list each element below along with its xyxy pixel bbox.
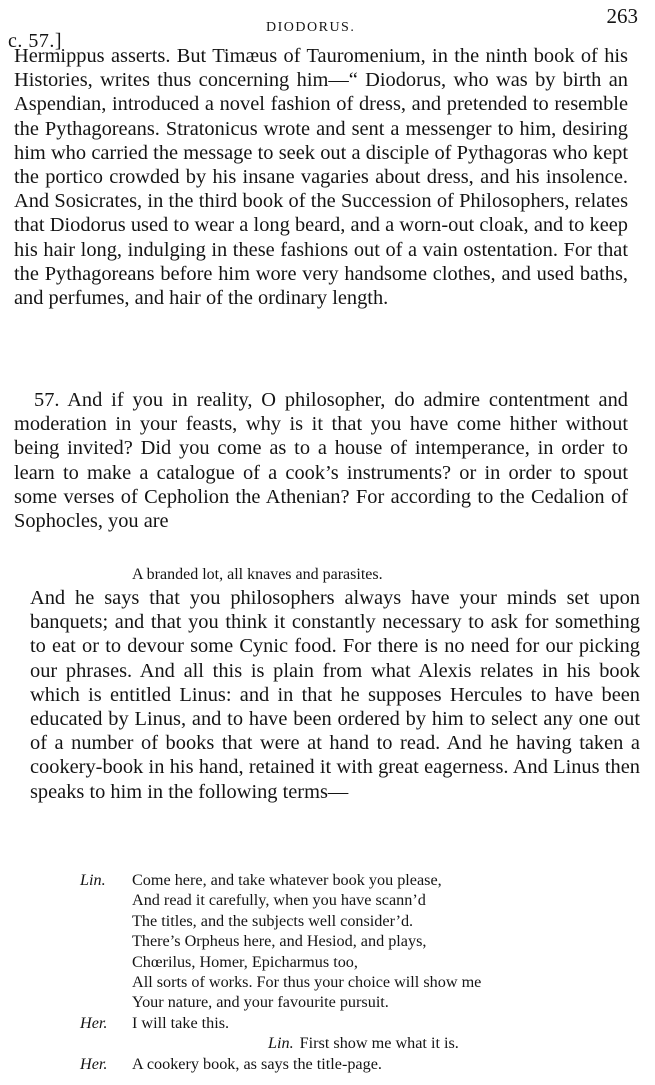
- verse-dialogue: [80, 870, 620, 1074]
- verse-line-7: Your nature, and your favourite pursuit.: [132, 993, 389, 1012]
- verse-line-1: [80, 870, 620, 890]
- verse-line-6: All sorts of works. For thus your choice will show me: [132, 973, 482, 992]
- sophocles-quote: A branded lot, all knaves and parasites.: [132, 566, 383, 583]
- page-header: [8, 4, 638, 52]
- paragraph-57: 57. And if you in reality, O philosopher, do admire contentment and moderation in your feasts, why is it that you have come hither without being invited? Did you come as to a house of intemperance, in order to learn to make a catalogue of a cook’s instruments? or in order to spout some verses of Cepholion the Athenian? For according to the Cedalion of Sophocles, you are: [14, 389, 628, 533]
- paragraph-alexis-linus: And he says that you philosophers always have your minds set upon banquets; and that you think it constantly necessary to ask for something to eat or to devour some Cynic food. For there is no need for our picking our phrases. And all this is plain from what Alexis relates in his book which is entitled Linus: and in that he supposes Hercules to have been educated by Linus, and to have been ordered by him to select any one out of a number of books that were at hand to read. And he having taken a cookery-book in his hand, retained it with great eagerness. And Linus then speaks to him in the following terms—: [30, 587, 640, 803]
- verse-text: A cookery book, as says the title-page.: [132, 1054, 382, 1073]
- verse-line-4: There’s Orpheus here, and Hesiod, and plays,: [132, 932, 427, 951]
- verse-text: First show me what it is.: [299, 1034, 459, 1053]
- chapter-marker: c. 57.]: [8, 30, 63, 52]
- running-title: DIODORUS.: [266, 20, 356, 35]
- verse-line-2: And read it carefully, when you have scann’d: [132, 891, 426, 910]
- speaker-label: Lin.: [80, 871, 106, 889]
- speaker-label: Her.: [80, 1054, 108, 1073]
- verse-line-9: [80, 1033, 620, 1053]
- verse-line-10: [80, 1054, 620, 1074]
- page-number: 263: [606, 4, 638, 28]
- speaker-label: Her.: [80, 1013, 108, 1032]
- verse-line-5: Chœrilus, Homer, Epicharmus too,: [132, 952, 358, 971]
- verse-text: Come here, and take whatever book you please,: [132, 871, 442, 889]
- paragraph-diodorus-dress: Hermippus asserts. But Timæus of Tauromenium, in the ninth book of his Histories, writes thus concerning him—“ Diodorus, who was by birth an Aspendian, introduced a novel fashion of dress, and pretended to resemble the Pythagoreans. Stratonicus wrote and sent a messenger to him, desiring him who carried the message to seek out a disciple of Pythagoras who kept the portico crowded by his insane vagaries about dress, and his insolence. And Sosicrates, in the third book of the Succession of Philosophers, relates that Diodorus used to wear a long beard, and a worn-out cloak, and to keep his hair long, indulging in these fashions out of a vain ostentation. For that the Pythagoreans before him wore very handsome clothes, and used baths, and perfumes, and hair of the ordinary length.: [14, 45, 628, 310]
- speaker-label: Lin.: [268, 1034, 294, 1053]
- verse-line-8: [80, 1013, 620, 1033]
- verse-text: I will take this.: [132, 1013, 230, 1032]
- verse-line-3: The titles, and the subjects well consider’d.: [132, 911, 414, 930]
